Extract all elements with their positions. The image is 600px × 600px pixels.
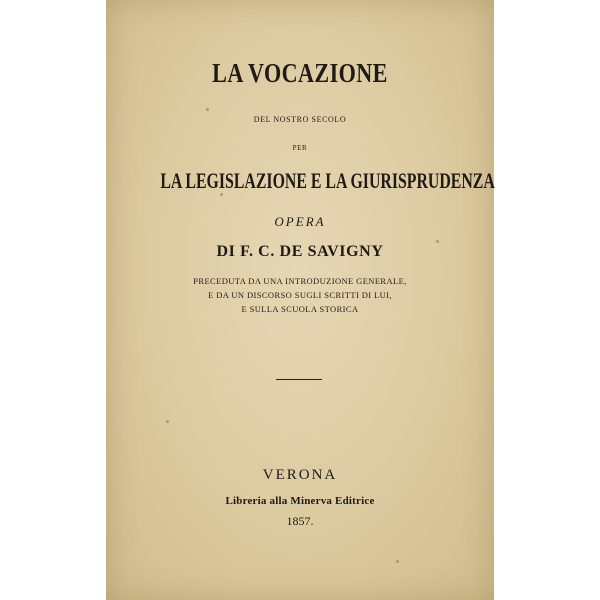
book-title: LA VOCAZIONE: [212, 58, 388, 88]
author-line: DI F. C. DE SAVIGNY: [216, 243, 384, 260]
preceduta-line: PRECEDUTA DA UNA INTRODUZIONE GENERALE,: [193, 276, 407, 286]
publication-city: VERONA: [262, 467, 338, 483]
paper-speck: [206, 108, 209, 111]
paper-speck: [396, 560, 399, 563]
preposition-per: PER: [292, 144, 308, 152]
paper-speck: [166, 420, 169, 423]
title-page: [106, 0, 494, 600]
opera-label: OPERA: [274, 214, 326, 229]
preceduta-line: E DA UN DISCORSO SUGLI SCRITTI DI LUI,: [208, 290, 392, 300]
publication-year: 1857.: [286, 514, 314, 528]
publisher-name: Libreria alla Minerva Editrice: [225, 495, 375, 507]
book-subtitle: DEL NOSTRO SECOLO: [253, 115, 347, 124]
preceduta-line: E SULLA SCUOLA STORICA: [241, 304, 359, 314]
book-subject: LA LEGISLAZIONE E LA GIURISPRUDENZA: [160, 168, 495, 193]
separator-rule: [276, 379, 322, 380]
